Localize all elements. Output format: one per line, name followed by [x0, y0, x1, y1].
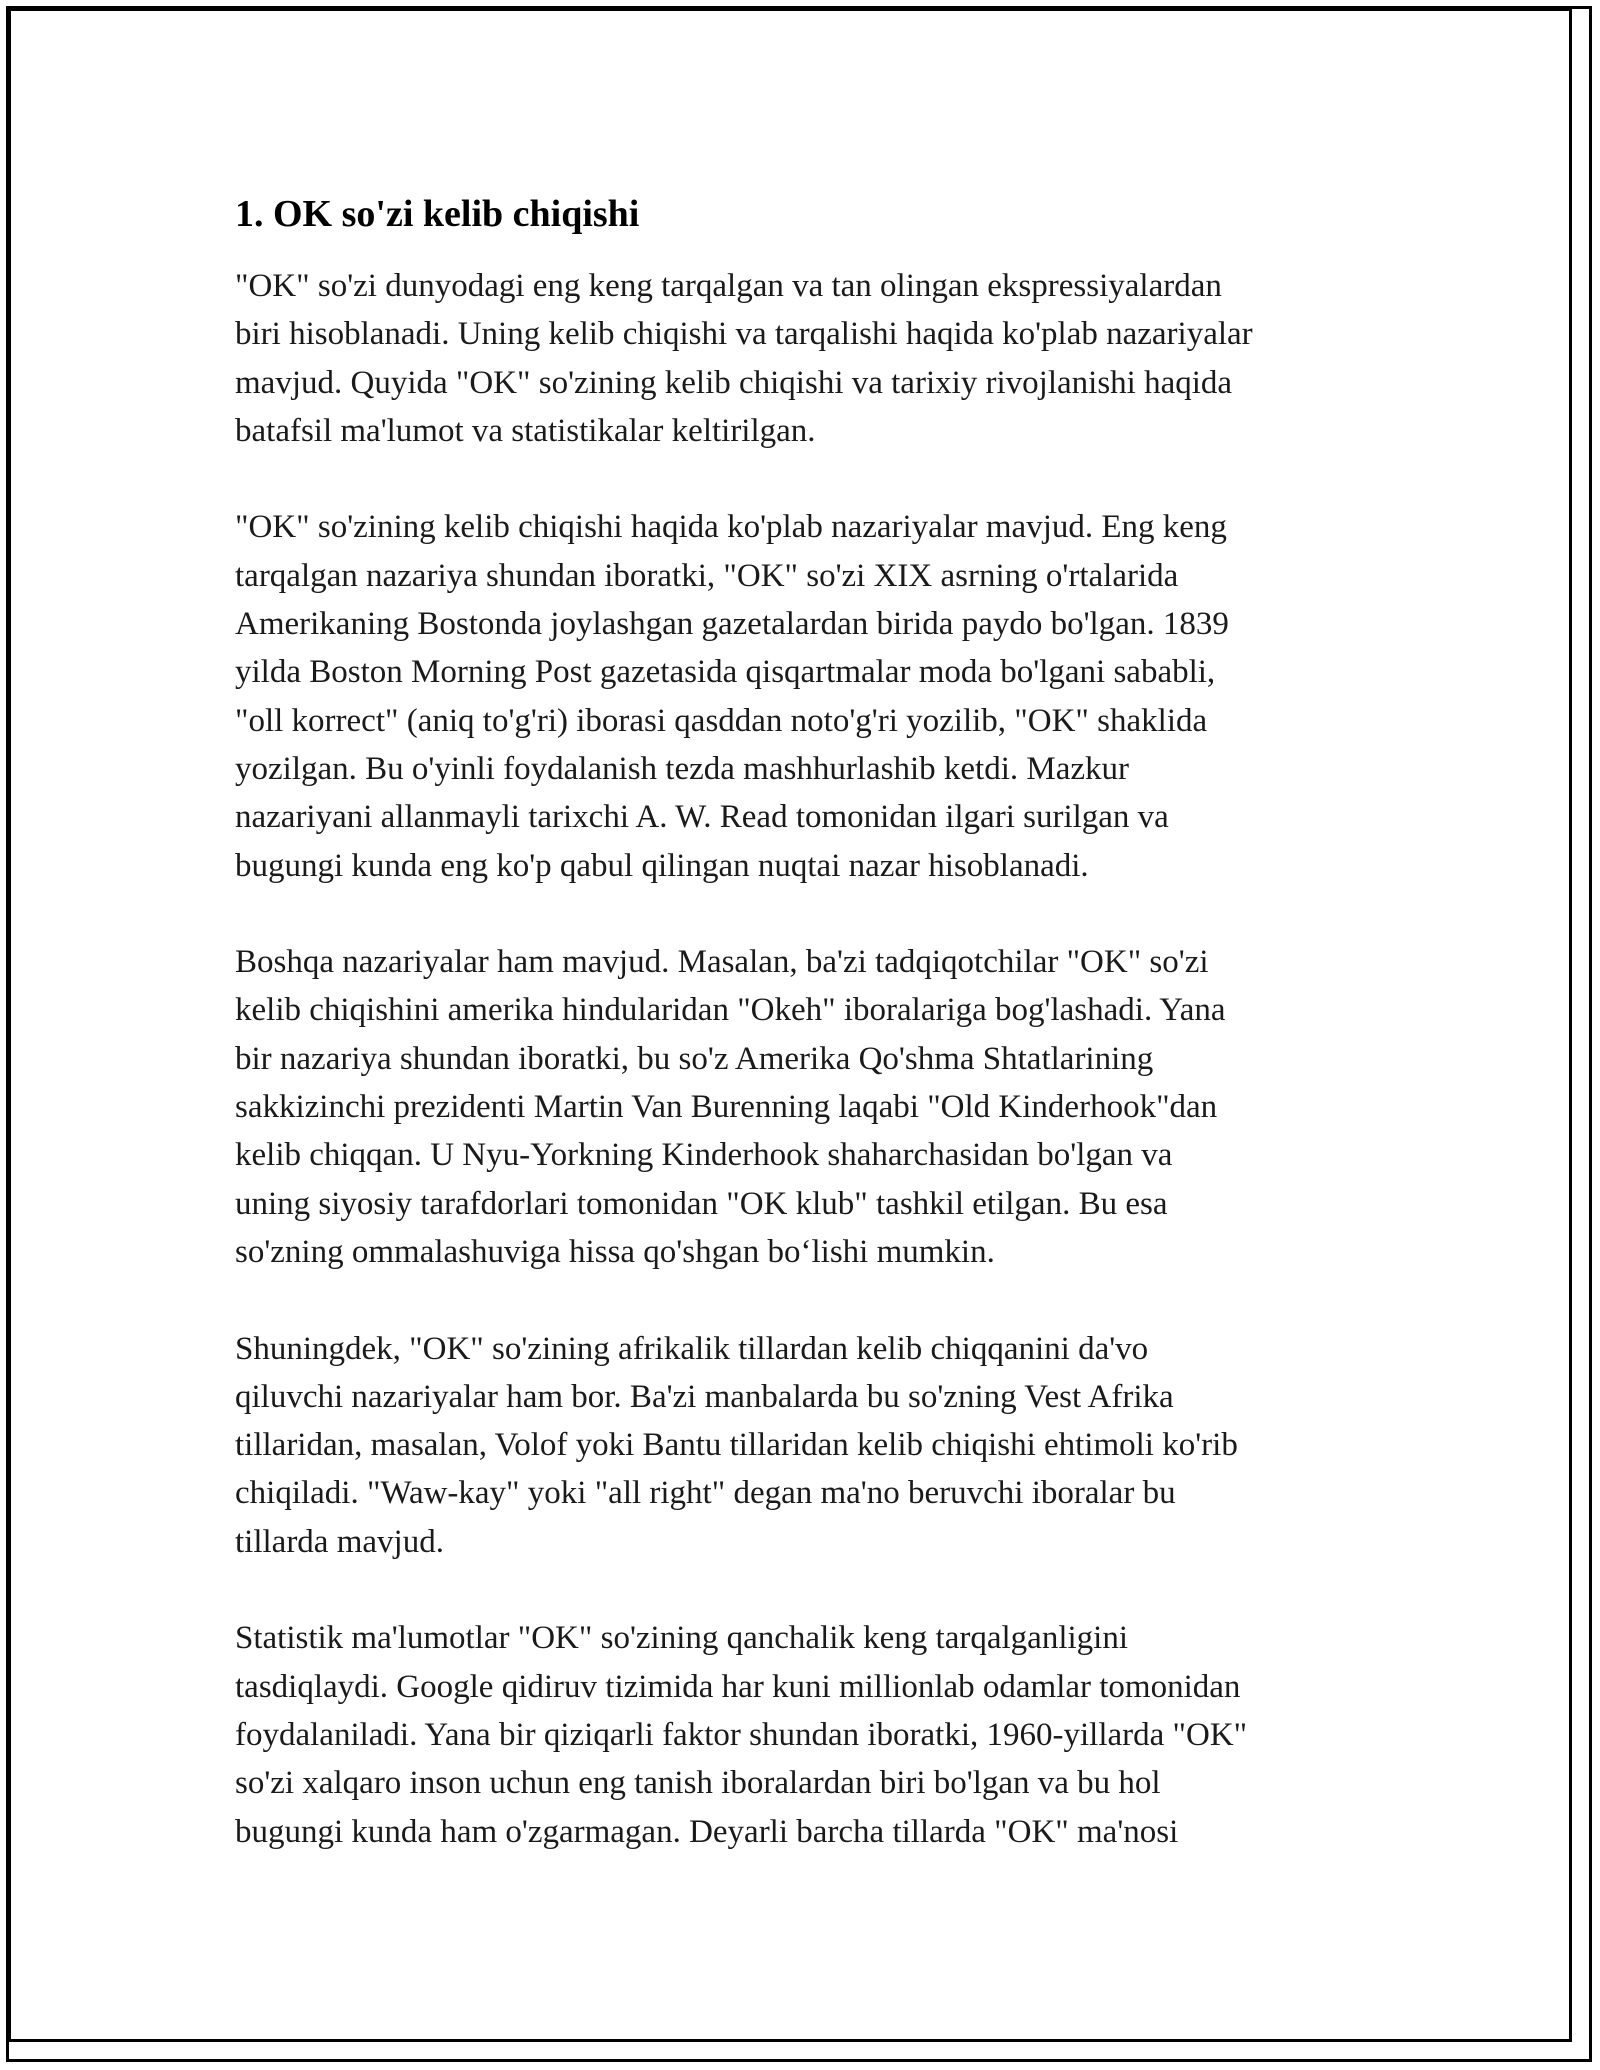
text-line: yozilgan. Bu o'yinli foydalanish tezda mashhurlashib ketdi. Mazkur	[235, 750, 1129, 787]
text-line: Boshqa nazariyalar ham mavjud. Masalan, ba'zi tadqiqotchilar "OK" so'zi	[235, 944, 1209, 981]
text-line: Amerikaning Bostonda joylashgan gazetalardan birida paydo bo'lgan. 1839	[235, 606, 1229, 643]
text-line: chiqiladi. "Waw-kay" yoki "all right" degan ma'no beruvchi iboralar bu	[235, 1475, 1176, 1512]
text-line: foydalaniladi. Yana bir qiziqarli faktor shundan iboratki, 1960-yillarda "OK"	[235, 1716, 1248, 1753]
text-line: uning siyosiy tarafdorlari tomonidan "OK klub" tashkil etilgan. Bu esa	[235, 1185, 1168, 1222]
text-line: tarqalgan nazariya shundan iboratki, "OK" so'zi XIX asrning o'rtalarida	[235, 557, 1179, 594]
document-body	[235, 186, 1375, 1904]
text-line: biri hisoblanadi. Uning kelib chiqishi va tarqalishi haqida ko'plab nazariyalar	[235, 316, 1253, 353]
paragraph	[235, 938, 1375, 1276]
text-line: bugungi kunda eng ko'p qabul qilingan nuqtai nazar hisoblanadi.	[235, 847, 1089, 884]
text-line: kelib chiqishini amerika hindularidan "Okeh" iboralariga bog'lashadi. Yana	[235, 992, 1226, 1029]
text-line: "OK" so'zi dunyodagi eng keng tarqalgan va tan olingan ekspressiyalardan	[235, 268, 1222, 304]
text-line: "OK" so'zining kelib chiqishi haqida ko'plab nazariyalar mavjud. Eng keng	[235, 509, 1227, 546]
paragraph	[235, 503, 1375, 889]
paragraph-list	[235, 262, 1375, 1856]
section-heading: 1. OK so'zi kelib chiqishi	[235, 193, 640, 235]
text-line: Shuningdek, "OK" so'zining afrikalik tillardan kelib chiqqanini da'vo	[235, 1330, 1149, 1367]
text-line: tasdiqlaydi. Google qidiruv tizimida har kuni millionlab odamlar tomonidan	[235, 1668, 1241, 1705]
text-line: qiluvchi nazariyalar ham bor. Ba'zi manbalarda bu so'zning Vest Afrika	[235, 1378, 1174, 1415]
text-line: bir nazariya shundan iboratki, bu so'z Amerika Qo'shma Shtatlarining	[235, 1040, 1154, 1077]
text-line: sakkizinchi prezidenti Martin Van Burenning laqabi "Old Kinderhook"dan	[235, 1089, 1218, 1126]
text-line: yilda Boston Morning Post gazetasida qisqartmalar moda bo'lgani sababli,	[235, 654, 1216, 691]
paragraph	[235, 262, 1375, 455]
text-line: bugungi kunda ham o'zgarmagan. Deyarli barcha tillarda "OK" ma'nosi	[235, 1813, 1179, 1850]
text-line: nazariyani allanmayli tarixchi A. W. Read tomonidan ilgari surilgan va	[235, 799, 1169, 836]
text-line: "oll korrect" (aniq to'g'ri) iborasi qasddan noto'g'ri yozilib, "OK" shaklida	[235, 702, 1208, 739]
text-line: tillaridan, masalan, Volof yoki Bantu tillaridan kelib chiqishi ehtimoli ko'rib	[235, 1427, 1238, 1464]
text-line: mavjud. Quyida "OK" so'zining kelib chiqishi va tarixiy rivojlanishi haqida	[235, 364, 1233, 401]
text-line: kelib chiqqan. U Nyu-Yorkning Kinderhook shaharchasidan bo'lgan va	[235, 1137, 1173, 1174]
text-line: batafsil ma'lumot va statistikalar keltirilgan.	[235, 412, 816, 449]
text-line: tillarda mavjud.	[235, 1523, 444, 1560]
paragraph	[235, 1614, 1375, 1855]
text-line: so'zi xalqaro inson uchun eng tanish iboralardan biri bo'lgan va bu hol	[235, 1765, 1161, 1802]
text-line: Statistik ma'lumotlar "OK" so'zining qanchalik keng tarqalganligini	[235, 1620, 1128, 1657]
text-line: so'zning ommalashuviga hissa qo'shgan bo‘lishi mumkin.	[235, 1233, 995, 1270]
paragraph	[235, 1325, 1375, 1566]
